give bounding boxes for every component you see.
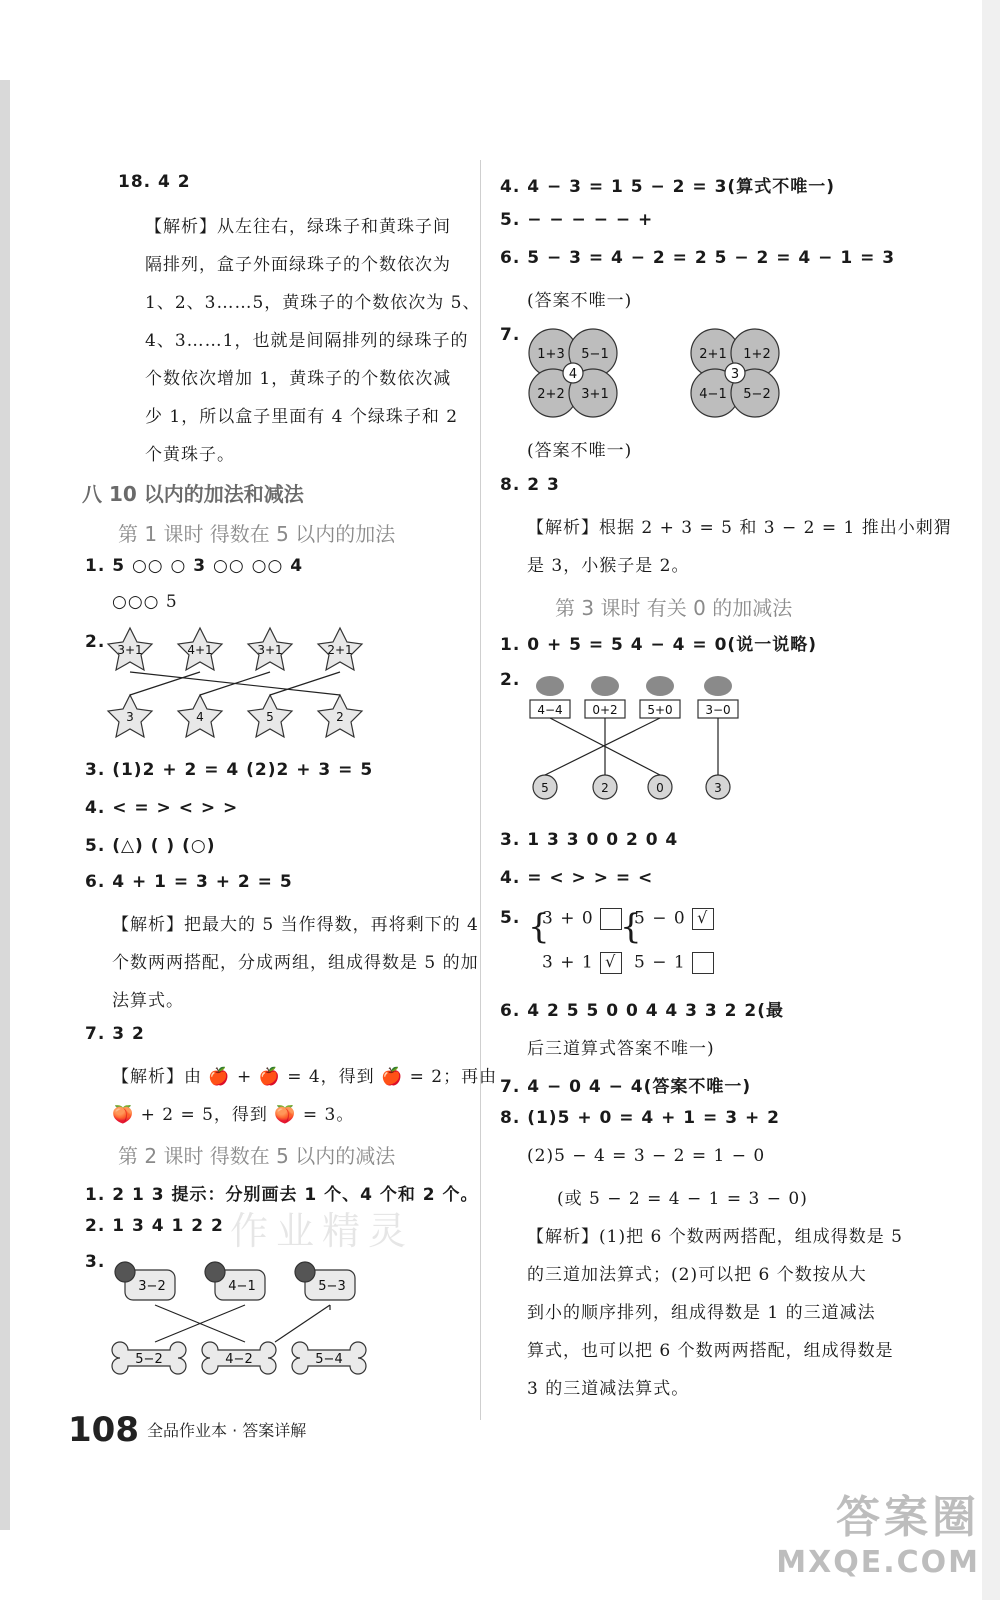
l3-q1: 1. 0 + 5 = 5 4 − 4 = 0(说一说略) xyxy=(500,635,817,655)
svg-text:1+2: 1+2 xyxy=(743,347,771,362)
l1-q7: 7. 3 2 xyxy=(85,1024,145,1044)
page-edge-right xyxy=(982,0,1000,1600)
l3-q3: 3. 1 3 3 0 0 2 0 4 xyxy=(500,830,679,850)
svg-text:3+1: 3+1 xyxy=(257,643,283,657)
r-q6-note: (答案不唯一) xyxy=(527,291,633,311)
l3-plant-3 xyxy=(646,676,674,696)
svg-text:4−4: 4−4 xyxy=(537,703,563,717)
svg-text:4−1: 4−1 xyxy=(228,1279,256,1294)
r-q7-label: 7. xyxy=(500,325,521,345)
svg-text:3−2: 3−2 xyxy=(138,1279,166,1294)
stamp-watermark: 作业精灵 xyxy=(230,1209,415,1253)
svg-text:0: 0 xyxy=(656,781,664,795)
l3-q2-matching xyxy=(520,672,760,802)
l3-q5-b1-box: √ xyxy=(692,908,714,930)
page-number: 108 xyxy=(68,1410,139,1450)
lesson-3-title: 第 3 课时 有关 0 的加减法 xyxy=(555,596,793,620)
l3-q4: 4. = < > > = < xyxy=(500,868,654,888)
l3-q7: 7. 4 − 0 4 − 4(答案不唯一) xyxy=(500,1077,752,1097)
svg-text:5−2: 5−2 xyxy=(743,387,771,402)
q18-answer: 18. 4 2 xyxy=(118,172,191,192)
l3-plant-1 xyxy=(536,676,564,696)
r-q5: 5. − − − − − + xyxy=(500,210,654,230)
l3-q2-label: 2. xyxy=(500,670,521,690)
svg-text:2+2: 2+2 xyxy=(537,387,565,402)
svg-text:2: 2 xyxy=(336,710,344,724)
l1-q1-line1: 1. 5 ○○ ○ 3 ○○ ○○ 4 xyxy=(85,556,304,576)
lesson-2-title: 第 2 课时 得数在 5 以内的减法 xyxy=(118,1144,396,1168)
l3-q5-label: 5. xyxy=(500,908,521,928)
r-q8: 8. 2 3 xyxy=(500,475,560,495)
svg-text:2+1: 2+1 xyxy=(327,643,353,657)
column-divider xyxy=(480,160,481,1420)
svg-text:3−0: 3−0 xyxy=(705,703,731,717)
l3-q5-b2-box xyxy=(692,952,714,974)
l3-q5-a1-box xyxy=(600,908,622,930)
l2-q3-dog-bone-matching xyxy=(110,1250,380,1390)
l1-q2-label: 2. xyxy=(85,632,106,652)
l1-q6: 6. 4 + 1 = 3 + 2 = 5 xyxy=(85,872,293,892)
svg-text:3+1: 3+1 xyxy=(117,643,143,657)
r-q6: 6. 5 − 3 = 4 − 2 = 2 5 − 2 = 4 − 1 = 3 xyxy=(500,248,896,268)
page-edge xyxy=(0,80,10,1530)
svg-text:5−1: 5−1 xyxy=(581,347,609,362)
l1-q3: 3. (1)2 + 2 = 4 (2)2 + 3 = 5 xyxy=(85,760,374,780)
l1-q2-star-matching xyxy=(100,620,380,745)
l1-q4: 4. < = > < > > xyxy=(85,798,239,818)
svg-text:4: 4 xyxy=(196,710,204,724)
svg-text:2+1: 2+1 xyxy=(699,347,727,362)
dog-2-head xyxy=(205,1262,225,1282)
l3-plant-2 xyxy=(591,676,619,696)
l2-q2: 2. 1 3 4 1 2 2 xyxy=(85,1216,224,1236)
l2-q3-label: 3. xyxy=(85,1252,106,1272)
svg-text:3: 3 xyxy=(714,781,722,795)
section-title: 八 10 以内的加法和减法 xyxy=(82,482,304,506)
svg-text:5: 5 xyxy=(266,710,274,724)
svg-text:1+3: 1+3 xyxy=(537,347,565,362)
l1-q5: 5. (△) ( ) (○) xyxy=(85,836,216,856)
svg-text:4: 4 xyxy=(568,367,578,382)
svg-text:3: 3 xyxy=(126,710,134,724)
svg-text:5−4: 5−4 xyxy=(315,1352,343,1367)
l2-q1: 1. 2 1 3 提示：分别画去 1 个、4 个和 2 个。 xyxy=(85,1185,479,1205)
r-q7-note: (答案不唯一) xyxy=(527,441,633,461)
l3-q6-cont: 后三道算式答案不唯一) xyxy=(527,1039,715,1059)
l1-q1-line2: ○○○ 5 xyxy=(112,592,178,612)
svg-text:5+0: 5+0 xyxy=(647,703,673,717)
r-q4: 4. 4 − 3 = 1 5 − 2 = 3(算式不唯一) xyxy=(500,177,835,197)
l3-q5-a2-box: √ xyxy=(600,952,622,974)
svg-text:4−2: 4−2 xyxy=(225,1352,253,1367)
l3-q6: 6. 4 2 5 5 0 0 4 4 3 3 2 2(最 xyxy=(500,1001,785,1021)
svg-text:0+2: 0+2 xyxy=(592,703,618,717)
svg-text:3+1: 3+1 xyxy=(581,387,609,402)
l3-q8-1: 8. (1)5 + 0 = 4 + 1 = 3 + 2 xyxy=(500,1108,780,1128)
dog-1-head xyxy=(115,1262,135,1282)
svg-text:5−3: 5−3 xyxy=(318,1279,346,1294)
footer-title: 全品作业本 · 答案详解 xyxy=(147,1421,307,1440)
l3-q8-2: (2)5 − 4 = 3 − 2 = 1 − 0 xyxy=(527,1146,766,1166)
svg-text:4+1: 4+1 xyxy=(187,643,213,657)
svg-text:2: 2 xyxy=(601,781,609,795)
l3-q8-alt: (或 5 − 2 = 4 − 1 = 3 − 0) xyxy=(557,1189,808,1209)
svg-text:4−1: 4−1 xyxy=(699,387,727,402)
svg-text:3: 3 xyxy=(730,367,740,382)
svg-text:5: 5 xyxy=(541,781,549,795)
site-watermark: 答案圈 MXQE.COM xyxy=(776,1492,980,1580)
lesson-1-title: 第 1 课时 得数在 5 以内的加法 xyxy=(118,522,396,546)
svg-text:5−2: 5−2 xyxy=(135,1352,163,1367)
dog-3-head xyxy=(295,1262,315,1282)
l3-plant-4 xyxy=(704,676,732,696)
r-q7-clovers xyxy=(525,325,795,425)
